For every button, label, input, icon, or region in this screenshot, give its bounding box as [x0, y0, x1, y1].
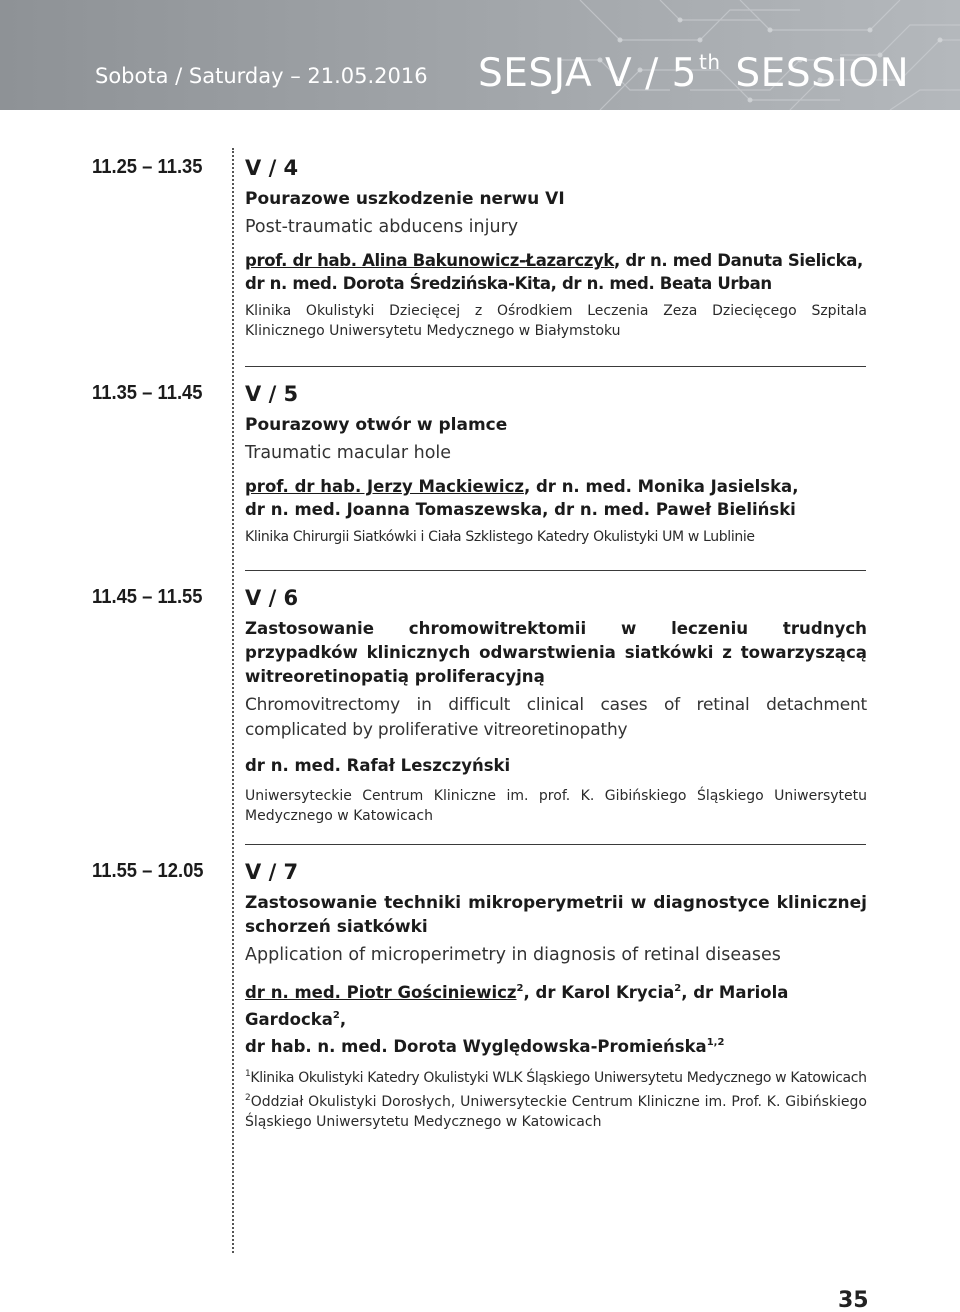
affiliation-sup: 1,2: [706, 1037, 725, 1048]
session-sup: th: [698, 50, 721, 74]
session-title: Zastosowanie chromowitrektomii w leczeniu trudnych przypadków klinicznych odwarstwienia siatkówki z towarzyszącą witreoretinopatią proliferacyjną: [245, 619, 867, 686]
session-code: V / 4: [245, 156, 299, 180]
session-code: V / 7: [245, 860, 299, 884]
session-prefix: SESJA V / 5: [478, 51, 697, 96]
session-subtitle: Traumatic macular hole: [245, 443, 452, 463]
co-authors-line2: dr n. med. Dorota Średzińska-Kita, dr n. med. Beata Urban: [245, 274, 772, 293]
affiliation-sup: 2: [516, 983, 524, 994]
session-institution: Klinika Okulistyki Dziecięcej z Ośrodkiem Leczenia Zeza Dziecięcego Szpitala Klinicznego Uniwersytetu Medycznego w Białymstoku: [245, 303, 867, 339]
session-subtitle: Application of microperimetry in diagnosis of retinal diseases: [245, 945, 781, 965]
session-content: [245, 156, 867, 341]
presenting-author: dr n. med. Piotr Gościniewicz: [245, 983, 517, 1002]
header-date: Sobota / Saturday – 21.05.2016: [95, 64, 428, 88]
session-authors: [245, 977, 867, 1058]
session-content: [245, 382, 867, 547]
institution-text: Oddział Okulistyki Dorosłych, Uniwersyteckie Centrum Kliniczne im. Prof. K. Gibińskiego Śląskiego Uniwersytetu Medycznego w Katowicach: [245, 1094, 867, 1130]
affiliation-sup: 2: [332, 1010, 340, 1021]
session-title: Pourazowe uszkodzenie nerwu VI: [245, 189, 565, 209]
session-institution: Uniwersyteckie Centrum Kliniczne im. prof. K. Gibińskiego Śląskiego Uniwersytetu Medycznego w Katowicach: [245, 788, 867, 824]
affiliation-sup: 2: [674, 983, 682, 994]
co-author: , dr Mariola Gardocka: [245, 983, 789, 1029]
header-session-title: [478, 50, 909, 96]
session-institution-1: [245, 1064, 867, 1088]
co-authors-line2: dr n. med. Joanna Tomaszewska, dr n. med. Paweł Bieliński: [245, 500, 796, 519]
session-institution-2: [245, 1088, 867, 1132]
session-authors: [245, 249, 867, 295]
session-code: V / 6: [245, 586, 299, 610]
session-time: 11.55 – 12.05: [92, 860, 204, 882]
timeline-dotted-line: [232, 148, 234, 1253]
co-author: dr hab. n. med. Dorota Wyględowska-Promieńska: [245, 1037, 707, 1056]
session-institution: Klinika Chirurgii Siatkówki i Ciała Szklistego Katedry Okulistyki UM w Lublinie: [245, 529, 755, 545]
session-subtitle: Post-traumatic abducens injury: [245, 217, 519, 237]
institution-text: Klinika Okulistyki Katedry Okulistyki WLK Śląskiego Uniwersytetu Medycznego w Katowicach: [250, 1070, 867, 1086]
page-number: 35: [838, 1288, 869, 1312]
presenting-author: prof. dr hab. Jerzy Mackiewicz: [245, 477, 524, 496]
session-title: Pourazowy otwór w plamce: [245, 415, 508, 435]
session-subtitle: Chromovitrectomy in difficult clinical cases of retinal detachment complicated by proliferative vitreoretinopathy: [245, 695, 867, 740]
section-divider: [245, 366, 866, 367]
session-code: V / 5: [245, 382, 299, 406]
session-authors: [245, 475, 867, 521]
section-divider: [245, 844, 866, 845]
session-title: Zastosowanie techniki mikroperymetrii w diagnostyce klinicznej schorzeń siatkówki: [245, 893, 867, 937]
session-time: 11.25 – 11.35: [92, 156, 203, 178]
session-time: 11.35 – 11.45: [92, 382, 203, 404]
affiliation-marker: 2: [245, 1093, 251, 1103]
section-divider: [245, 570, 866, 571]
co-authors: , dr n. med. Monika Jasielska,: [523, 477, 799, 496]
session-content: [245, 860, 867, 1132]
presenting-author: prof. dr hab. Alina Bakunowicz-Łazarczyk: [245, 251, 615, 270]
session-content: [245, 586, 867, 826]
affiliation-marker: 1: [245, 1069, 251, 1079]
separator: ,: [339, 1010, 347, 1029]
page-header: [0, 0, 960, 110]
session-suffix: SESSION: [735, 51, 910, 96]
presenting-author: dr n. med. Rafał Leszczyński: [245, 756, 511, 775]
co-authors: , dr n. med Danuta Sielicka,: [614, 251, 863, 270]
session-time: 11.45 – 11.55: [92, 586, 203, 608]
session-authors: [245, 754, 867, 777]
co-author: , dr Karol Krycia: [523, 983, 675, 1002]
